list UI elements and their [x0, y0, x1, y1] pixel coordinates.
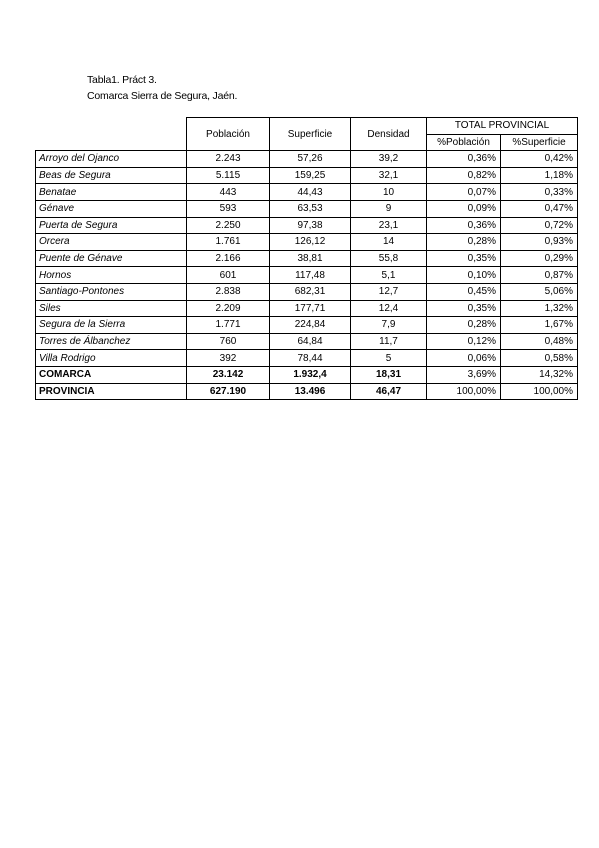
superficie-cell: 38,81 [270, 250, 351, 267]
table-row [36, 151, 578, 168]
document-title [87, 72, 237, 104]
poblacion-cell: 1.771 [187, 317, 270, 334]
pct-superficie-cell: 0,33% [501, 184, 578, 201]
table-row [36, 217, 578, 234]
superficie-cell: 224,84 [270, 317, 351, 334]
municipality-cell: Puerta de Segura [36, 217, 187, 234]
poblacion-cell: 23.142 [187, 366, 270, 383]
pct-poblacion-cell: 0,06% [427, 350, 501, 367]
municipality-cell: Segura de la Sierra [36, 317, 187, 334]
municipality-cell: Villa Rodrigo [36, 350, 187, 367]
header-densidad: Densidad [351, 118, 427, 151]
table-body [36, 151, 578, 400]
header-superficie: Superficie [270, 118, 351, 151]
pct-poblacion-cell: 100,00% [427, 383, 501, 400]
densidad-cell: 5,1 [351, 267, 427, 284]
poblacion-cell: 2.838 [187, 283, 270, 300]
municipality-cell: Orcera [36, 234, 187, 251]
municipality-cell: Hornos [36, 267, 187, 284]
header-pct-superficie: %Superficie [501, 134, 578, 151]
table-row [36, 333, 578, 350]
densidad-cell: 11,7 [351, 333, 427, 350]
municipality-cell: Torres de Álbanchez [36, 333, 187, 350]
pct-poblacion-cell: 0,36% [427, 217, 501, 234]
poblacion-cell: 2.250 [187, 217, 270, 234]
superficie-cell: 44,43 [270, 184, 351, 201]
pct-superficie-cell: 0,93% [501, 234, 578, 251]
title-line-1: Tabla1. Práct 3. [87, 74, 157, 86]
pct-poblacion-cell: 3,69% [427, 366, 501, 383]
pct-poblacion-cell: 0,35% [427, 250, 501, 267]
pct-poblacion-cell: 0,82% [427, 167, 501, 184]
superficie-cell: 1.932,4 [270, 366, 351, 383]
table-row [36, 317, 578, 334]
poblacion-cell: 392 [187, 350, 270, 367]
poblacion-cell: 760 [187, 333, 270, 350]
superficie-cell: 97,38 [270, 217, 351, 234]
pct-superficie-cell: 14,32% [501, 366, 578, 383]
densidad-cell: 18,31 [351, 366, 427, 383]
pct-superficie-cell: 0,58% [501, 350, 578, 367]
table-row [36, 167, 578, 184]
header-poblacion: Población [187, 118, 270, 151]
table-row [36, 234, 578, 251]
table-row [36, 250, 578, 267]
superficie-cell: 126,12 [270, 234, 351, 251]
superficie-cell: 78,44 [270, 350, 351, 367]
poblacion-cell: 5.115 [187, 167, 270, 184]
municipality-cell: Arroyo del Ojanco [36, 151, 187, 168]
population-table [35, 117, 578, 400]
superficie-cell: 682,31 [270, 283, 351, 300]
densidad-cell: 32,1 [351, 167, 427, 184]
pct-superficie-cell: 100,00% [501, 383, 578, 400]
header-total-provincial: TOTAL PROVINCIAL [427, 118, 578, 135]
municipality-cell: COMARCA [36, 366, 187, 383]
densidad-cell: 46,47 [351, 383, 427, 400]
pct-superficie-cell: 1,18% [501, 167, 578, 184]
poblacion-cell: 2.243 [187, 151, 270, 168]
pct-superficie-cell: 1,32% [501, 300, 578, 317]
table-row [36, 184, 578, 201]
superficie-cell: 57,26 [270, 151, 351, 168]
pct-superficie-cell: 0,47% [501, 200, 578, 217]
header-blank [36, 118, 187, 151]
municipality-cell: Benatae [36, 184, 187, 201]
provincia-total-row [36, 383, 578, 400]
table-row [36, 267, 578, 284]
superficie-cell: 13.496 [270, 383, 351, 400]
municipality-cell: Santiago-Pontones [36, 283, 187, 300]
superficie-cell: 117,48 [270, 267, 351, 284]
poblacion-cell: 443 [187, 184, 270, 201]
densidad-cell: 5 [351, 350, 427, 367]
densidad-cell: 55,8 [351, 250, 427, 267]
pct-poblacion-cell: 0,45% [427, 283, 501, 300]
superficie-cell: 177,71 [270, 300, 351, 317]
densidad-cell: 39,2 [351, 151, 427, 168]
pct-superficie-cell: 0,72% [501, 217, 578, 234]
table-row [36, 283, 578, 300]
densidad-cell: 23,1 [351, 217, 427, 234]
densidad-cell: 14 [351, 234, 427, 251]
superficie-cell: 159,25 [270, 167, 351, 184]
pct-poblacion-cell: 0,12% [427, 333, 501, 350]
pct-poblacion-cell: 0,35% [427, 300, 501, 317]
pct-poblacion-cell: 0,10% [427, 267, 501, 284]
header-pct-poblacion: %Población [427, 134, 501, 151]
table-row [36, 300, 578, 317]
poblacion-cell: 627.190 [187, 383, 270, 400]
poblacion-cell: 601 [187, 267, 270, 284]
densidad-cell: 12,7 [351, 283, 427, 300]
municipality-cell: Génave [36, 200, 187, 217]
densidad-cell: 7,9 [351, 317, 427, 334]
table-row [36, 200, 578, 217]
pct-superficie-cell: 1,67% [501, 317, 578, 334]
densidad-cell: 9 [351, 200, 427, 217]
pct-superficie-cell: 0,48% [501, 333, 578, 350]
municipality-cell: Puente de Génave [36, 250, 187, 267]
municipality-cell: PROVINCIA [36, 383, 187, 400]
densidad-cell: 12,4 [351, 300, 427, 317]
comarca-total-row [36, 366, 578, 383]
pct-poblacion-cell: 0,07% [427, 184, 501, 201]
municipality-cell: Beas de Segura [36, 167, 187, 184]
pct-poblacion-cell: 0,09% [427, 200, 501, 217]
pct-poblacion-cell: 0,36% [427, 151, 501, 168]
pct-poblacion-cell: 0,28% [427, 234, 501, 251]
poblacion-cell: 2.209 [187, 300, 270, 317]
title-line-2: Comarca Sierra de Segura, Jaén. [87, 90, 238, 102]
poblacion-cell: 2.166 [187, 250, 270, 267]
poblacion-cell: 593 [187, 200, 270, 217]
superficie-cell: 63,53 [270, 200, 351, 217]
pct-superficie-cell: 0,87% [501, 267, 578, 284]
pct-superficie-cell: 0,29% [501, 250, 578, 267]
pct-superficie-cell: 0,42% [501, 151, 578, 168]
superficie-cell: 64,84 [270, 333, 351, 350]
pct-poblacion-cell: 0,28% [427, 317, 501, 334]
densidad-cell: 10 [351, 184, 427, 201]
table-row [36, 350, 578, 367]
municipality-cell: Siles [36, 300, 187, 317]
pct-superficie-cell: 5,06% [501, 283, 578, 300]
poblacion-cell: 1.761 [187, 234, 270, 251]
